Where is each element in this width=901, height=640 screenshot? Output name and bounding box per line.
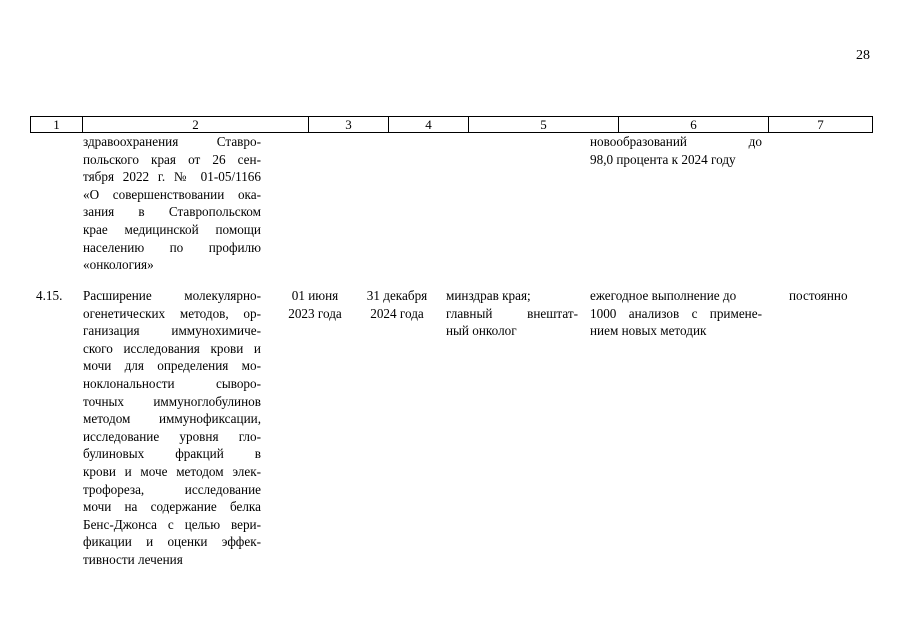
text-line: точных иммуноглобулинов	[83, 393, 261, 409]
text-line: тября 2022 г. № 01-05/1166	[83, 169, 261, 185]
text-line: минздрав края;	[446, 288, 531, 303]
text-line: ского исследования крови и	[83, 340, 261, 356]
text-line: Бенс-Джонса с целью вери-	[83, 516, 261, 532]
page-number: 28	[856, 48, 870, 63]
text-line: ганизация иммунохимиче-	[83, 323, 261, 339]
text-line: нием новых методик	[590, 323, 707, 339]
text-line: 1000 анализов с примене-	[590, 305, 762, 321]
row-4-15-col2	[83, 287, 261, 569]
start-date	[275, 287, 355, 322]
text-line: «онкология»	[83, 257, 154, 273]
row-number: 4.15.	[36, 288, 63, 303]
text-line: трофореза, исследование	[83, 481, 261, 497]
text-line: 98,0 процента к 2024 году	[590, 151, 736, 167]
text-line: населению по профилю	[83, 239, 261, 255]
text-line: «О совершенствовании ока-	[83, 186, 261, 202]
continued-row-col6	[590, 133, 762, 168]
text-line: ноклональности сыворо-	[83, 375, 261, 391]
text-line: крови и моче методом элек-	[83, 463, 261, 479]
text-line: исследование уровня гло-	[83, 428, 261, 444]
text-line: ежегодное выполнение до	[590, 288, 737, 303]
text-line: главный внештат-	[446, 305, 578, 321]
text-line: польского края от 26 сен-	[83, 151, 261, 167]
text-line: 31 декабря	[366, 288, 428, 303]
text-line: мочи для определения мо-	[83, 358, 261, 374]
end-date	[357, 287, 437, 322]
text-line: 2024 года	[370, 305, 424, 321]
continued-row-col2	[83, 133, 261, 274]
text-line: 01 июня	[291, 288, 339, 303]
header-col-7: 7	[817, 117, 824, 132]
text-line: методом иммунофиксации,	[83, 411, 261, 427]
header-col-6: 6	[619, 117, 769, 132]
text-line: здравоохранения Ставро-	[83, 134, 261, 149]
text-line: Расширение молекулярно-	[83, 288, 261, 303]
result	[590, 287, 762, 340]
header-col-1: 1	[31, 117, 83, 132]
responsible	[446, 287, 578, 340]
text-line: ный онколог	[446, 323, 517, 339]
col7-status: постоянно	[789, 288, 848, 303]
text-line: 2023 года	[288, 305, 342, 321]
text-line: булиновых фракций в	[83, 446, 261, 462]
header-col-4: 4	[389, 117, 469, 132]
text-line: мочи на содержание белка	[83, 499, 261, 515]
header-col-2: 2	[83, 117, 309, 132]
text-line: фикации и оценки эффек-	[83, 534, 261, 550]
text-line: тивности лечения	[83, 551, 183, 567]
text-line: крае медицинской помощи	[83, 221, 261, 237]
header-col-3: 3	[309, 117, 389, 132]
text-line: новообразований до	[590, 134, 762, 149]
text-line: огенетических методов, ор-	[83, 305, 261, 321]
table-header-row	[30, 116, 873, 133]
header-col-5: 5	[469, 117, 619, 132]
text-line: зания в Ставропольском	[83, 204, 261, 220]
